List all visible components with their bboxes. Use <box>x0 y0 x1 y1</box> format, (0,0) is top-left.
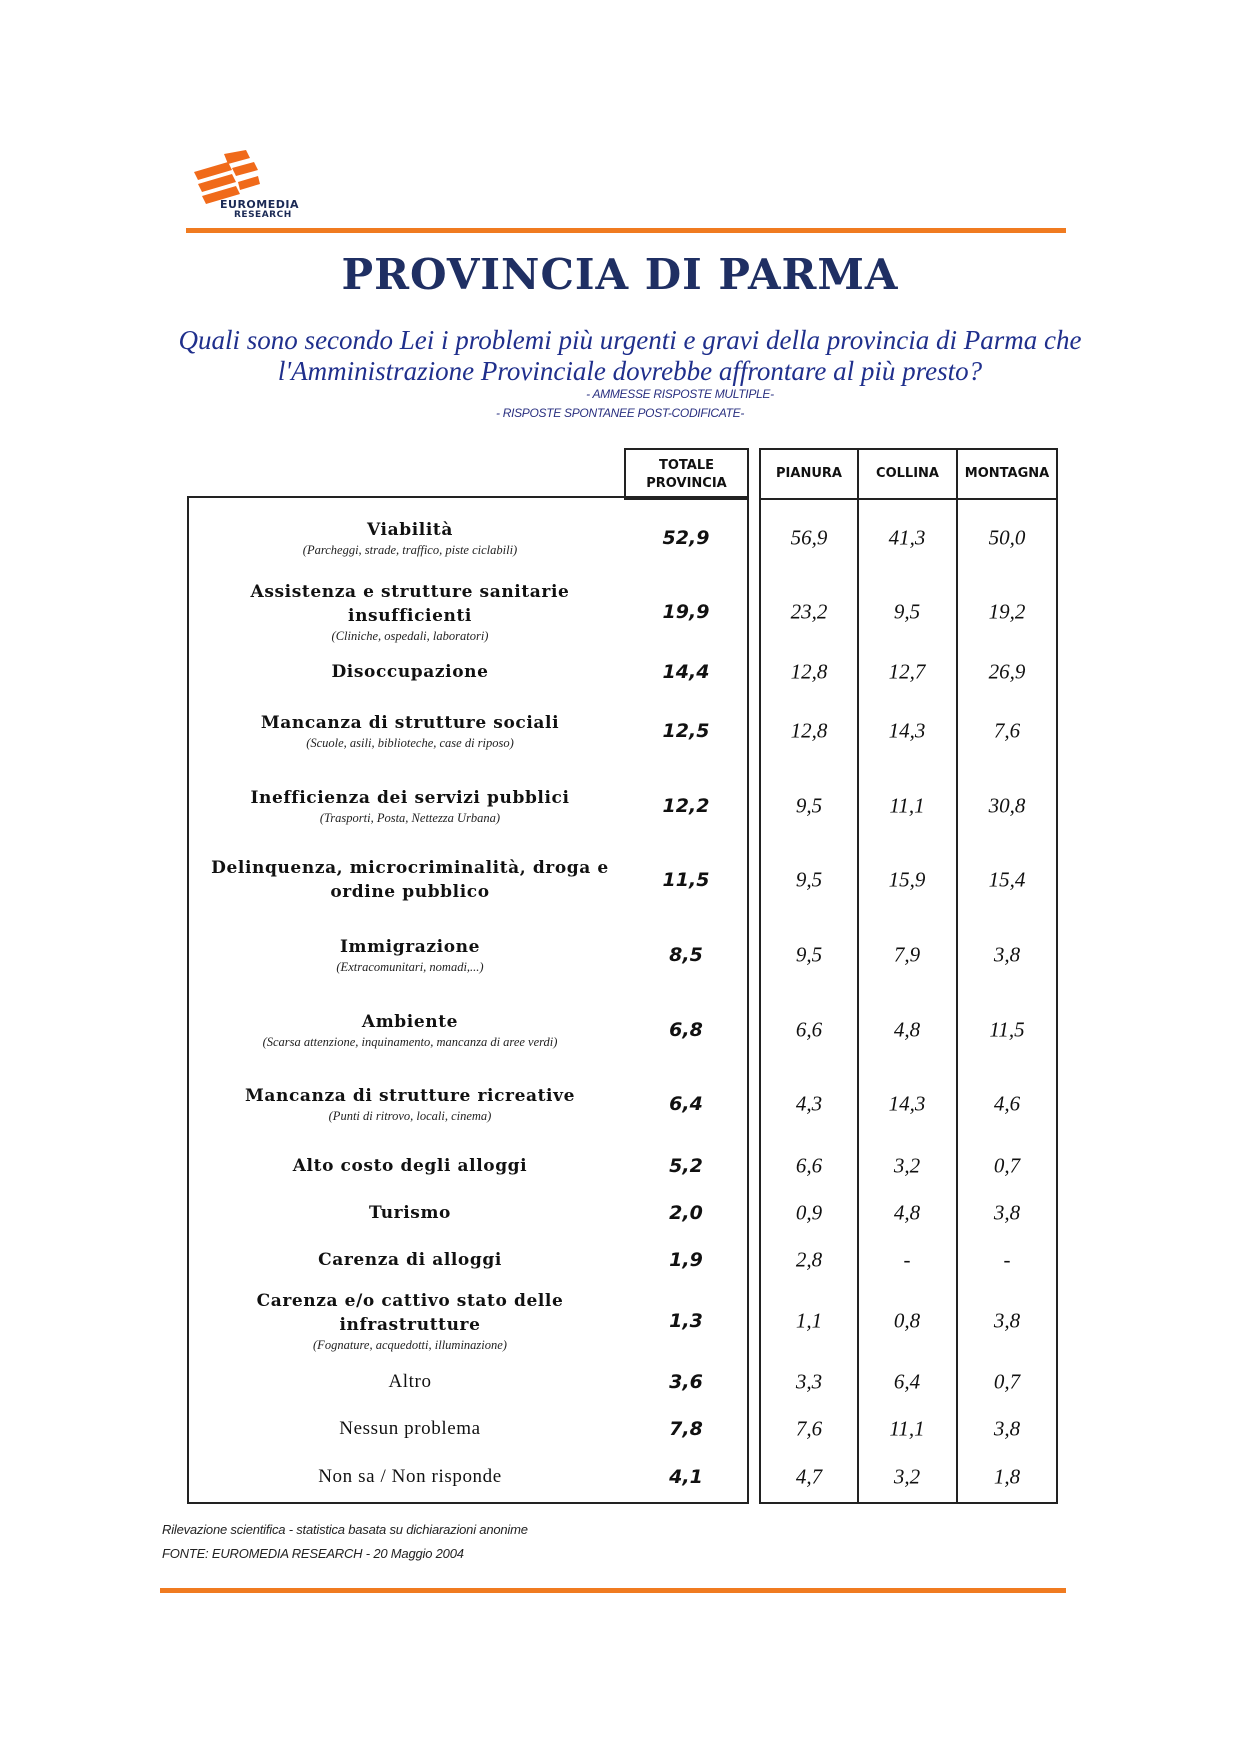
cell-totale: 8,5 <box>669 944 703 966</box>
cell-collina: 11,1 <box>889 1416 925 1441</box>
row-label-main: Nessun problema <box>339 1418 481 1439</box>
row-label-detail: (Trasporti, Posta, Nettezza Urbana) <box>319 811 501 825</box>
cell-collina: 3,2 <box>893 1464 921 1489</box>
row-label-detail: (Scarsa attenzione, inquinamento, mancanza di aree verdi) <box>262 1035 558 1049</box>
cell-collina: 9,5 <box>893 599 921 624</box>
cell-collina: 0,8 <box>893 1308 921 1333</box>
row-label-main: Viabilità <box>367 520 453 540</box>
row-label-detail: (Fognature, acquedotti, illuminazione) <box>313 1338 507 1352</box>
row-label-main: Altro <box>388 1371 432 1392</box>
row-label <box>190 518 630 558</box>
bottom-orange-rule <box>160 1588 1066 1593</box>
cell-totale: 1,3 <box>669 1310 703 1332</box>
row-label-main: Inefficienza dei servizi pubblici <box>250 788 570 808</box>
logo-line-1: EUROMEDIA <box>220 198 299 211</box>
zones-header-rule <box>759 498 1058 500</box>
row-label <box>190 935 630 975</box>
cell-pianura: 9,5 <box>795 793 823 818</box>
cell-montagna: 15,4 <box>988 867 1026 892</box>
row-label <box>190 580 630 644</box>
cell-pianura: 6,6 <box>795 1017 823 1042</box>
cell-montagna: 0,7 <box>993 1369 1021 1394</box>
cell-pianura: 23,2 <box>790 599 828 624</box>
cell-totale: 11,5 <box>662 869 710 891</box>
cell-totale: 52,9 <box>662 527 710 549</box>
row-label <box>190 660 630 684</box>
cell-collina: - <box>903 1247 911 1272</box>
cell-collina: 15,9 <box>888 867 926 892</box>
cell-totale: 2,0 <box>669 1202 703 1224</box>
row-label <box>190 1289 630 1353</box>
row-label <box>190 856 630 904</box>
cell-collina: 6,4 <box>893 1369 921 1394</box>
cell-montagna: 1,8 <box>993 1464 1021 1489</box>
logo-wordmark <box>220 200 299 220</box>
cell-collina: 7,9 <box>893 942 921 967</box>
row-label <box>190 786 630 826</box>
cell-collina: 4,8 <box>893 1200 921 1225</box>
cell-montagna: 4,6 <box>993 1091 1021 1116</box>
row-label-main: Disoccupazione <box>331 662 489 682</box>
logo-line-2: RESEARCH <box>234 210 292 220</box>
col-header-totale-line1: TOTALE <box>658 458 714 473</box>
cell-pianura: 9,5 <box>795 942 823 967</box>
cell-collina: 4,8 <box>893 1017 921 1042</box>
cell-pianura: 2,8 <box>795 1247 823 1272</box>
row-label <box>190 1154 630 1178</box>
cell-pianura: 7,6 <box>795 1416 823 1441</box>
row-label-main: Assistenza e strutture sanitarie insufficienti <box>250 582 570 626</box>
cell-montagna: - <box>1003 1247 1011 1272</box>
row-label <box>190 1465 630 1489</box>
col-header-pianura: PIANURA <box>776 466 842 481</box>
row-label-detail: (Cliniche, ospedali, laboratori) <box>331 629 489 643</box>
cell-pianura: 0,9 <box>795 1200 823 1225</box>
row-label-main: Non sa / Non risponde <box>318 1466 502 1487</box>
cell-totale: 6,4 <box>669 1093 703 1115</box>
cell-montagna: 50,0 <box>988 525 1026 550</box>
cell-pianura: 12,8 <box>790 718 828 743</box>
col-header-totale-line2: PROVINCIA <box>646 476 727 491</box>
col-header-totale <box>626 457 747 493</box>
cell-montagna: 0,7 <box>993 1153 1021 1178</box>
row-label-main: Mancanza di strutture sociali <box>260 713 560 733</box>
cell-montagna: 19,2 <box>988 599 1026 624</box>
cell-totale: 12,2 <box>662 795 710 817</box>
row-label <box>190 1417 630 1441</box>
cell-pianura: 9,5 <box>795 867 823 892</box>
row-label-main: Carenza e/o cattivo stato delle infrastrutture <box>256 1291 564 1335</box>
cell-collina: 3,2 <box>893 1153 921 1178</box>
cell-pianura: 6,6 <box>795 1153 823 1178</box>
note-post-coded: - RISPOSTE SPONTANEE POST-CODIFICATE- <box>495 406 745 420</box>
cell-totale: 4,1 <box>669 1466 703 1488</box>
survey-question: Quali sono secondo Lei i problemi più urgenti e gravi della provincia di Parma che l'Amministrazione Provinciale dovrebbe affrontare al più presto? <box>178 325 1082 386</box>
row-label-main: Delinquenza, microcriminalità, droga e ordine pubblico <box>211 858 609 902</box>
cell-pianura: 4,7 <box>795 1464 823 1489</box>
cell-totale: 3,6 <box>669 1371 703 1393</box>
cell-pianura: 3,3 <box>795 1369 823 1394</box>
cell-pianura: 1,1 <box>795 1308 823 1333</box>
cell-totale: 1,9 <box>669 1249 703 1271</box>
cell-montagna: 7,6 <box>993 718 1021 743</box>
cell-totale: 12,5 <box>662 720 710 742</box>
cell-collina: 14,3 <box>888 718 926 743</box>
cell-collina: 41,3 <box>888 525 926 550</box>
col-header-collina: COLLINA <box>876 466 939 481</box>
row-label-detail: (Extracomunitari, nomadi,...) <box>336 960 484 974</box>
note-multiple-answers: - AMMESSE RISPOSTE MULTIPLE- <box>586 387 774 401</box>
row-label <box>190 711 630 751</box>
cell-montagna: 30,8 <box>988 793 1026 818</box>
cell-montagna: 3,8 <box>993 1200 1021 1225</box>
page-title: PROVINCIA DI PARMA <box>341 250 899 299</box>
cell-pianura: 4,3 <box>795 1091 823 1116</box>
row-label <box>190 1084 630 1124</box>
row-label-main: Turismo <box>369 1203 451 1223</box>
cell-montagna: 3,8 <box>993 1416 1021 1441</box>
cell-montagna: 3,8 <box>993 942 1021 967</box>
cell-pianura: 12,8 <box>790 659 828 684</box>
cell-collina: 11,1 <box>889 793 925 818</box>
row-label-detail: (Parcheggi, strade, traffico, piste ciclabili) <box>302 543 518 557</box>
row-label-main: Alto costo degli alloggi <box>292 1156 528 1176</box>
row-label-main: Ambiente <box>361 1012 459 1032</box>
top-orange-rule <box>186 228 1066 233</box>
cell-totale: 19,9 <box>662 601 710 623</box>
row-label-detail: (Punti di ritrovo, locali, cinema) <box>328 1109 492 1123</box>
cell-montagna: 11,5 <box>989 1017 1025 1042</box>
cell-totale: 7,8 <box>669 1418 703 1440</box>
row-label <box>190 1370 630 1394</box>
row-label <box>190 1201 630 1225</box>
row-label-detail: (Scuole, asili, biblioteche, case di riposo) <box>306 736 514 750</box>
cell-totale: 14,4 <box>662 661 710 683</box>
cell-montagna: 3,8 <box>993 1308 1021 1333</box>
row-label-main: Carenza di alloggi <box>318 1250 502 1270</box>
row-label <box>190 1010 630 1050</box>
col-header-montagna: MONTAGNA <box>964 466 1050 481</box>
row-label-main: Immigrazione <box>339 937 481 957</box>
cell-pianura: 56,9 <box>790 525 828 550</box>
footer-source: FONTE: EUROMEDIA RESEARCH - 20 Maggio 2004 <box>162 1546 464 1561</box>
cell-montagna: 26,9 <box>988 659 1026 684</box>
row-label-main: Mancanza di strutture ricreative <box>244 1086 576 1106</box>
row-label <box>190 1248 630 1272</box>
cell-totale: 6,8 <box>669 1019 703 1041</box>
cell-collina: 12,7 <box>888 659 926 684</box>
cell-totale: 5,2 <box>669 1155 703 1177</box>
cell-collina: 14,3 <box>888 1091 926 1116</box>
footer-methodology: Rilevazione scientifica - statistica basata su dichiarazioni anonime <box>162 1522 528 1537</box>
